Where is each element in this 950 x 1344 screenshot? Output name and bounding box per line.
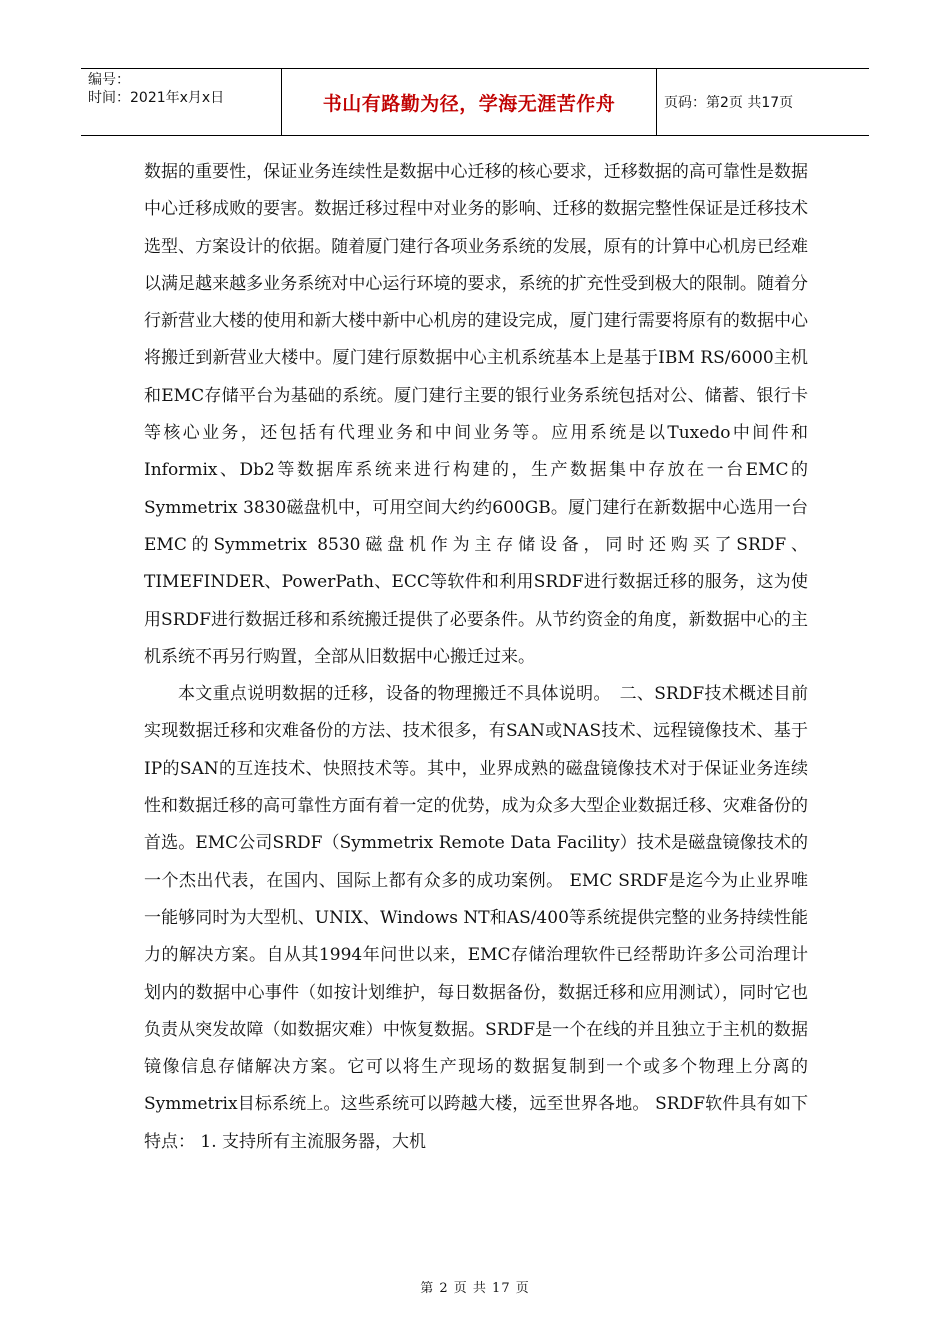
header-meta-cell bbox=[81, 69, 282, 135]
body-paragraph-1: 数据的重要性，保证业务连续性是数据中心迁移的核心要求，迁移数据的高可靠性是数据中心迁移成败的要害。数据迁移过程中对业务的影响、迁移的数据完整性保证是迁移技术选型、方案设计的依据。随着厦门建行各项业务系统的发展，原有的计算中心机房已经难以满足越来越多业务系统对中心运行环境的要求，系统的扩充性受到极大的限制。随着分行新营业大楼的使用和新大楼中新中心机房的建设完成，厦门建行需要将原有的数据中心将搬迁到新营业大楼中。厦门建行原数据中心主机系统基本上是基于IBM RS/6000主机和EMC存储平台为基础的系统。厦门建行主要的银行业务系统包括对公、储蓄、银行卡等核心业务，还包括有代理业务和中间业务等。应用系统是以Tuxedo中间件和Informix、Db2等数据库系统来进行构建的，生产数据集中存放在一台EMC的Symmetrix 3830磁盘机中，可用空间大约约600GB。厦门建行在新数据中心选用一台EMC的Symmetrix 8530磁盘机作为主存储设备，同时还购买了SRDF、TIMEFINDER、PowerPath、ECC等软件和利用SRDF进行数据迁移的服务，这为使用SRDF进行数据迁移和系统搬迁提供了必要条件。从节约资金的角度，新数据中心的主机系统不再另行购置，全部从旧数据中心搬迁过来。 bbox=[144, 162, 808, 667]
header-motto: 书山有路勤为径，学海无涯苦作舟 bbox=[282, 69, 657, 135]
body-paragraph-2: 本文重点说明数据的迁移，设备的物理搬迁不具体说明。 二、SRDF技术概述目前实现数据迁移和灾难备份的方法、技术很多，有SAN或NAS技术、远程镜像技术、基于IP的SAN的互连技术、快照技术等。其中，业界成熟的磁盘镜像技术对于保证业务连续性和数据迁移的高可靠性方面有着一定的优势，成为众多大型企业数据迁移、灾难备份的首选。EMC公司SRDF（Symmetrix Remote Data Facility）技术是磁盘镜像技术的一个杰出代表，在国内、国际上都有众多的成功案例。 EMC SRDF是迄今为止业界唯一能够同时为大型机、UNIX、Windows NT和AS/400等系统提供完整的业务持续性能力的解决方案。自从其1994年问世以来，EMC存储治理软件已经帮助许多公司治理计划内的数据中心事件（如按计划维护，每日数据备份，数据迁移和应用测试），同时它也负责从突发故障（如数据灾难）中恢复数据。SRDF是一个在线的并且独立于主机的数据镜像信息存储解决方案。它可以将生产现场的数据复制到一个或多个物理上分离的Symmetrix目标系统上。这些系统可以跨越大楼，远至世界各地。 SRDF软件具有如下特点： 1. 支持所有主流服务器，大机 bbox=[144, 684, 808, 1152]
page-header bbox=[81, 68, 869, 136]
page-footer: 第 2 页 共 17 页 bbox=[420, 1281, 530, 1296]
document-body bbox=[144, 154, 808, 1161]
document-number-label: 编号： bbox=[88, 72, 130, 88]
document-time-label: 时间：2021年x月x日 bbox=[88, 90, 225, 106]
header-page-info: 页码：第2页 共17页 bbox=[664, 95, 794, 111]
